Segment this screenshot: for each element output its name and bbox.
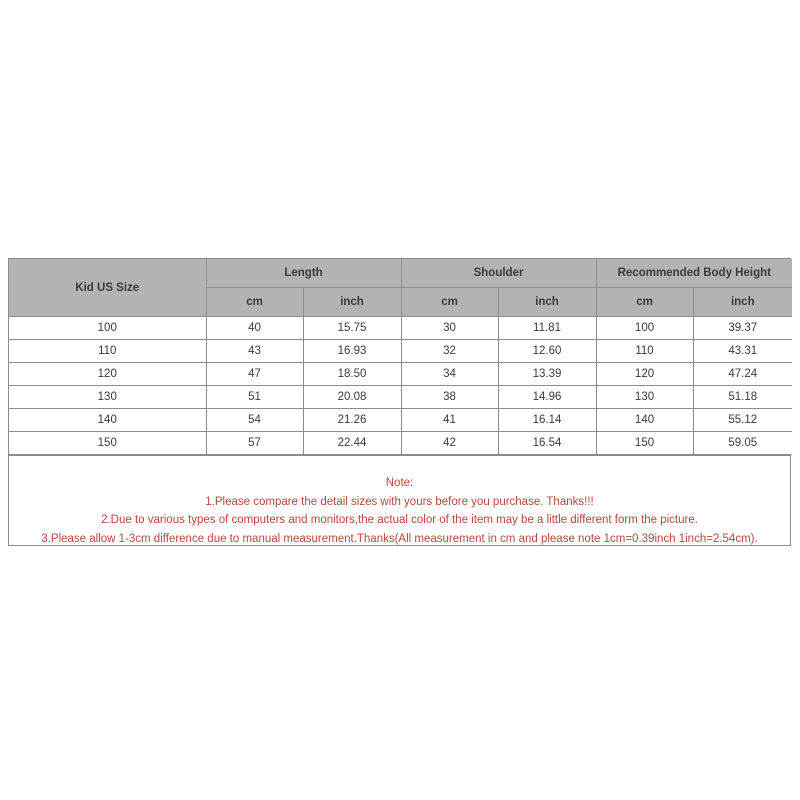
table-row	[9, 363, 792, 386]
table-cell: 150	[9, 432, 206, 455]
table-cell: 41	[401, 409, 498, 432]
table-cell: 16.93	[303, 340, 401, 363]
table-cell: 110	[596, 340, 693, 363]
table-cell: 38	[401, 386, 498, 409]
table-cell: 43.31	[693, 340, 792, 363]
body-height-cm-header: cm	[596, 288, 693, 317]
table-cell: 21.26	[303, 409, 401, 432]
table-cell: 39.37	[693, 317, 792, 340]
table-cell: 43	[206, 340, 303, 363]
note-line-1: 1.Please compare the detail sizes with yours before you purchase. Thanks!!!	[205, 495, 594, 508]
table-cell: 120	[596, 363, 693, 386]
table-cell: 130	[596, 386, 693, 409]
table-cell: 130	[9, 386, 206, 409]
table-row	[9, 340, 792, 363]
table-cell: 16.54	[498, 432, 596, 455]
table-cell: 59.05	[693, 432, 792, 455]
table-cell: 40	[206, 317, 303, 340]
table-cell: 32	[401, 340, 498, 363]
table-cell: 55.12	[693, 409, 792, 432]
table-row	[9, 317, 792, 340]
table-cell: 22.44	[303, 432, 401, 455]
table-cell: 47	[206, 363, 303, 386]
table-cell: 15.75	[303, 317, 401, 340]
body-height-header: Recommended Body Height	[596, 259, 792, 288]
table-cell: 16.14	[498, 409, 596, 432]
note-line-3: 3.Please allow 1-3cm difference due to manual measurement.Thanks(All measurement in cm and please note 1cm=0.39inch 1inch=2.54cm).	[41, 532, 758, 545]
table-cell: 11.81	[498, 317, 596, 340]
table-cell: 14.96	[498, 386, 596, 409]
size-chart	[8, 258, 791, 546]
header-row-groups	[9, 259, 792, 288]
table-cell: 120	[9, 363, 206, 386]
note-line-2: 2.Due to various types of computers and monitors,the actual color of the item may be a little different form the picture.	[101, 514, 698, 526]
table-cell: 13.39	[498, 363, 596, 386]
table-row	[9, 386, 792, 409]
size-table	[9, 259, 792, 455]
notes-section	[9, 455, 790, 545]
table-cell: 100	[9, 317, 206, 340]
table-cell: 57	[206, 432, 303, 455]
table-cell: 30	[401, 317, 498, 340]
kid-us-size-header: Kid US Size	[9, 259, 206, 317]
table-cell: 100	[596, 317, 693, 340]
table-cell: 42	[401, 432, 498, 455]
table-cell: 47.24	[693, 363, 792, 386]
table-cell: 51	[206, 386, 303, 409]
shoulder-header: Shoulder	[401, 259, 596, 288]
table-cell: 140	[9, 409, 206, 432]
table-cell: 18.50	[303, 363, 401, 386]
shoulder-cm-header: cm	[401, 288, 498, 317]
table-cell: 34	[401, 363, 498, 386]
shoulder-inch-header: inch	[498, 288, 596, 317]
body-height-inch-header: inch	[693, 288, 792, 317]
table-cell: 54	[206, 409, 303, 432]
length-header: Length	[206, 259, 401, 288]
table-cell: 150	[596, 432, 693, 455]
table-cell: 110	[9, 340, 206, 363]
table-cell: 12.60	[498, 340, 596, 363]
table-cell: 20.08	[303, 386, 401, 409]
table-row	[9, 409, 792, 432]
table-cell: 51.18	[693, 386, 792, 409]
length-inch-header: inch	[303, 288, 401, 317]
note-title: Note:	[385, 477, 414, 489]
length-cm-header: cm	[206, 288, 303, 317]
table-cell: 140	[596, 409, 693, 432]
table-row	[9, 432, 792, 455]
